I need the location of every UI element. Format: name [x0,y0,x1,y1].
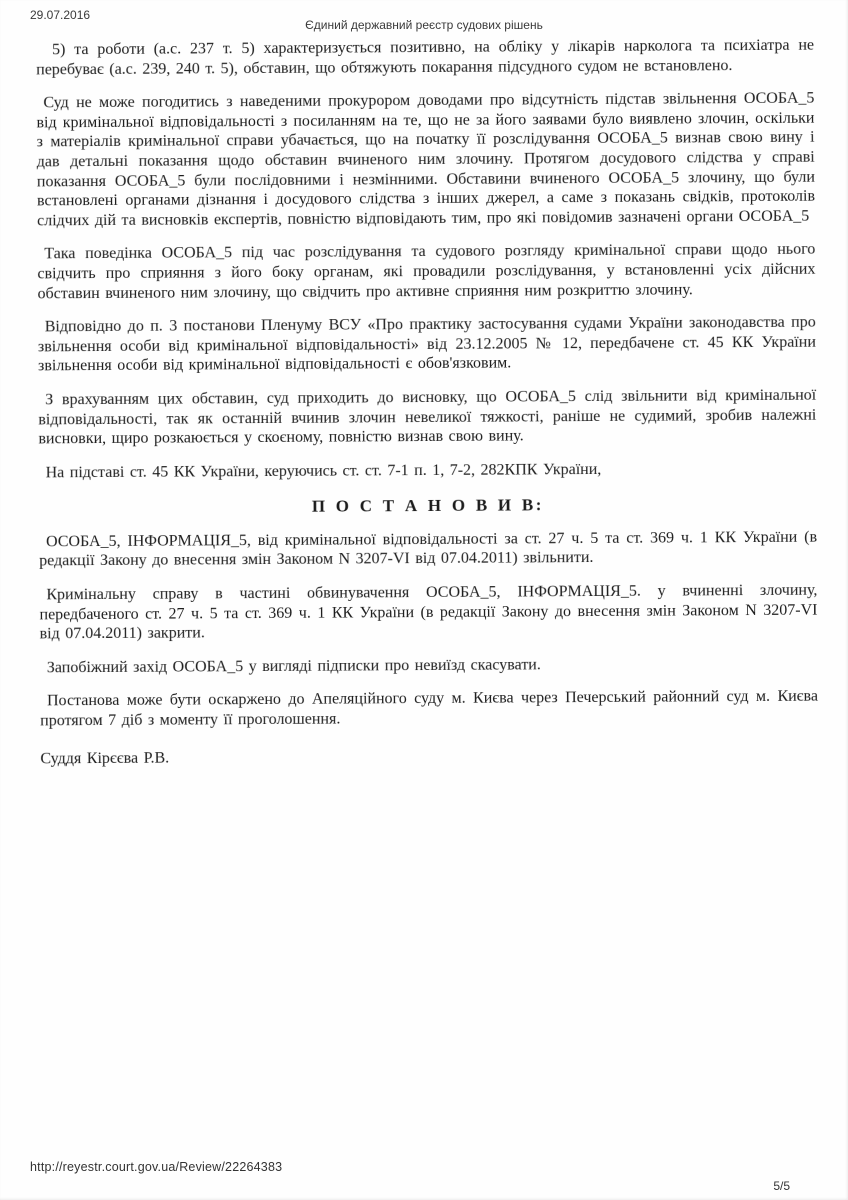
paragraph-release-from-liability: ОСОБА_5, ІНФОРМАЦІЯ_5, від кримінальної відповідальності за ст. 27 ч. 5 та ст. 369 ч. 1 КК України (в редакції Закону до внесення змін Законом N 3207-VI від 07.04.2011) звільнити. [39,528,818,570]
paragraph-case-closure: Кримінальну справу в частині обвинувачення ОСОБА_5, ІНФОРМАЦІЯ_5. у вчиненні злочину, передбаченого ст. 27 ч. 5 та ст. 369 ч. 1 КК України (в редакції Закону до внесення змін Законом N 3207-VI від 07.04.2011) закрити. [39,581,818,643]
print-date: 29.07.2016 [30,8,91,22]
paragraph-preventive-measure: Запобіжний захід ОСОБА_5 у вигляді підписки про невиїзд скасувати. [46,656,541,677]
resolution-heading: П О С Т А Н О В И В: [311,495,544,516]
paragraph-cooperation-conduct: Така поведінка ОСОБА_5 під час розслідування та судового розгляду кримінальної справи щодо нього свідчить про сприяння з його боку органам, які провадили розслідування, у встановленні усіх дійсних обставин вчиненого ним злочину, що свідчить про активне сприяння ним розкриттю злочину. [37,240,816,302]
document-source-url: http://reyestr.court.gov.ua/Review/22264383 [30,1160,283,1174]
paragraph-plenum-resolution: Відповідно до п. 3 постанови Пленуму ВСУ «Про практику застосування судами України законодавства про звільнення особи від кримінальної відповідальності» від 23.12.2005 № 12, передбачене ст. 45 КК України звільнення особи від кримінальної відповідальності є обов'язковим. [37,313,816,375]
document-body [36,36,819,783]
page-number: 5/5 [773,1179,790,1193]
paragraph-character-reference: 5) та роботи (а.с. 237 т. 5) характеризується позитивно, на обліку у лікарів нарколога та психіатра не перебуває (а.с. 239, 240 т. 5), обставин, що обтяжують покарання підсудного судом не встановлено. [36,36,815,78]
registry-title: Єдиний державний реєстр судових рішень [305,18,543,32]
paragraph-appeal-notice: Постанова може бути оскаржено до Апеляційного суду м. Києва через Печерський районний суд м. Києва протягом 7 діб з моменту її проголошення. [40,688,819,730]
paragraph-court-conclusion: З врахуванням цих обставин, суд приходить до висновку, що ОСОБА_5 слід звільнити від кримінальної відповідальності, так як останній вчинив злочин невеликої тяжкості, раніше не судимий, зробив належні висновки, щиро розкаюється у скоєному, повністю визнав свою вину. [38,386,817,448]
paragraph-court-disagreement: Суд не може погодитись з наведеними прокурором доводами про відсутність підстав звільнення ОСОБА_5 від кримінальної відповідальності з посиланням на те, що не за його заявами було виявлено злочин, оскільки з матеріалів кримінальної справи убачається, що на початку її розслідування ОСОБА_5 визнав свою вину і дав детальні показання щодо обставин вчиненого ним злочину. Протягом досудового слідства у справі показання ОСОБА_5 були послідовними і незмінними. Обставини вчиненого ОСОБА_5 злочину, що були встановлені органами дізнання і досудового слідства з інших джерел, а саме з показань свідків, протоколів слідчих дій та висновків експертів, повністю відповідають тим, про які повідомив зазначені органи ОСОБА_5 [36,89,816,230]
paragraph-legal-basis: На підставі ст. 45 КК України, керуючись ст. ст. 7-1 п. 1, 7-2, 282КПК України, [45,460,602,482]
judge-signature: Суддя Кірєєва Р.В. [40,749,170,767]
